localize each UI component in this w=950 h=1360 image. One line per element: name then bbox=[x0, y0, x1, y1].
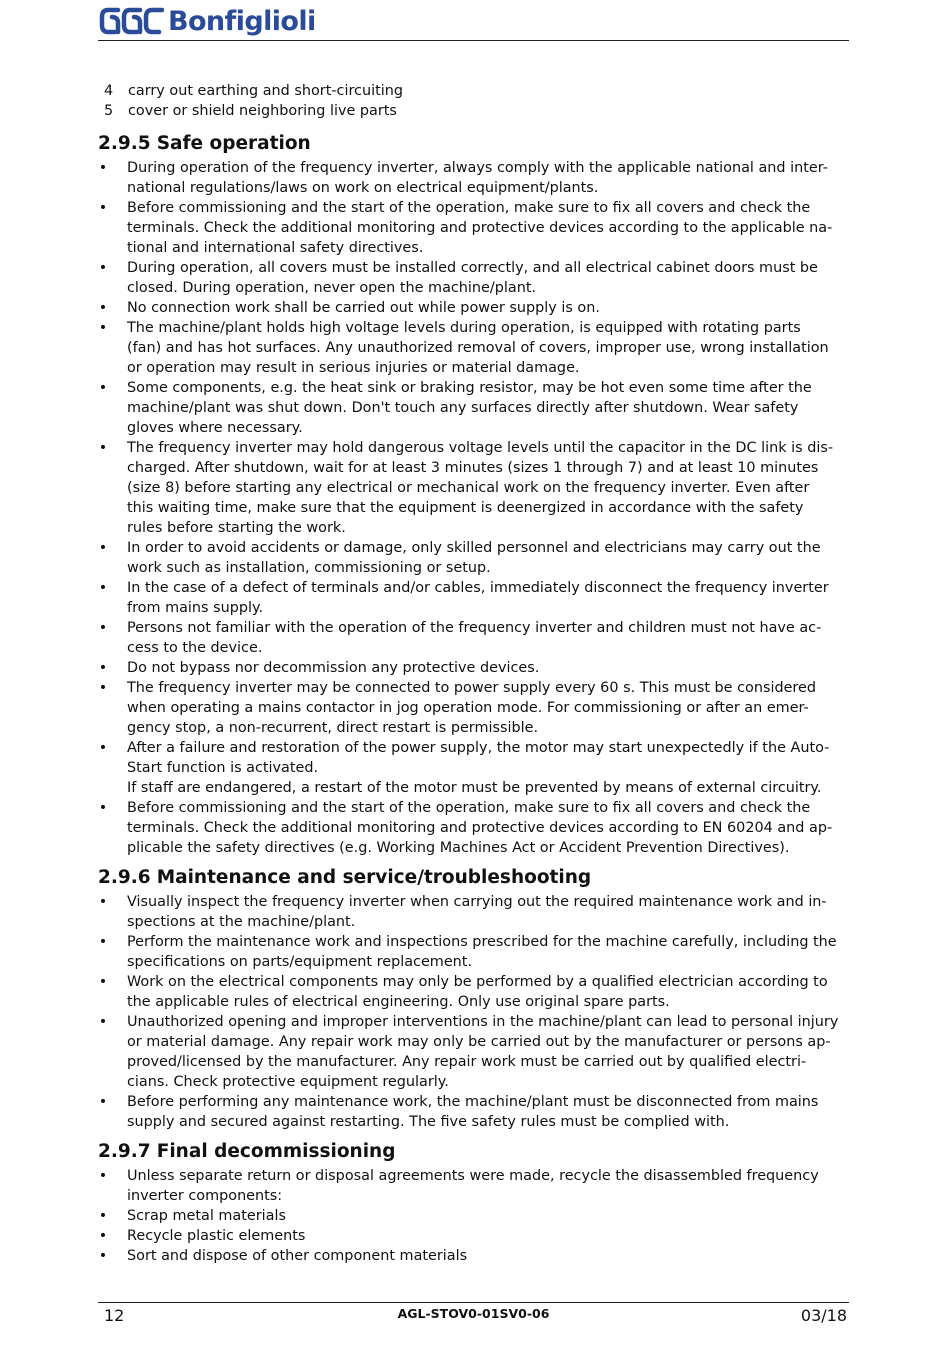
bullet-text: The machine/plant holds high voltage levels during operation, is equipped with rotating parts (fan) and has hot surfaces. Any unauthorized removal of covers, improper use, wrong installation or operation may result in serious injuries or material damage. bbox=[127, 320, 829, 376]
bullet-text: During operation of the frequency inverter, always comply with the applicable national and inter- national regulations/laws on work on electrical equipment/plants. bbox=[127, 160, 828, 196]
brand-logo bbox=[98, 4, 316, 38]
bullet-text: Perform the maintenance work and inspections prescribed for the machine carefully, including the specifications on parts/equipment replacement. bbox=[127, 934, 837, 970]
bullet-dot-icon: • bbox=[98, 934, 108, 950]
bullet-item bbox=[98, 1246, 843, 1266]
bullet-item bbox=[98, 932, 843, 972]
bullet-text: The frequency inverter may be connected to power supply every 60 s. This must be considered when operating a mains contactor in jog operation mode. For commissioning or after an emer- gency stop, a non-recurrent, direct restart is permissible. bbox=[127, 680, 817, 736]
bullet-dot-icon: • bbox=[98, 1228, 108, 1244]
bullet-item bbox=[98, 538, 843, 578]
step-text: cover or shield neighboring live parts bbox=[128, 103, 397, 119]
maintenance-list bbox=[98, 892, 843, 1132]
section-heading-final-decommissioning bbox=[98, 1139, 843, 1165]
bullet-dot-icon: • bbox=[98, 260, 108, 276]
bullet-text: Work on the electrical components may only be performed by a qualified electrician according to the applicable rules of electrical engineering. Only use original spare parts. bbox=[127, 974, 828, 1010]
bullet-text: Visually inspect the frequency inverter when carrying out the required maintenance work and in- spections at the machine/plant. bbox=[127, 894, 827, 930]
bullet-dot-icon: • bbox=[98, 740, 108, 756]
bullet-dot-icon: • bbox=[98, 200, 108, 216]
bullet-dot-icon: • bbox=[98, 1168, 108, 1184]
bullet-dot-icon: • bbox=[98, 1208, 108, 1224]
bullet-item bbox=[98, 198, 843, 258]
bullet-item bbox=[98, 678, 843, 738]
bullet-item bbox=[98, 298, 843, 318]
document-date: 03/18 bbox=[800, 1306, 847, 1325]
bullet-item bbox=[98, 1092, 843, 1132]
bonfiglioli-logo-icon bbox=[98, 4, 164, 38]
numbered-step bbox=[98, 81, 843, 101]
bullet-item bbox=[98, 658, 843, 678]
bullet-dot-icon: • bbox=[98, 620, 108, 636]
bullet-item bbox=[98, 1226, 843, 1246]
bullet-text: Unauthorized opening and improper interventions in the machine/plant can lead to personal injury or material damage. Any repair work may only be carried out by the manufacturer or persons ap- proved/licensed by the manufacturer. Any repair work must be carried out by qualified electri- cians. Check protective equipment regularly. bbox=[127, 1014, 839, 1090]
safe-operation-list bbox=[98, 158, 843, 858]
step-number: 4 bbox=[104, 83, 114, 99]
bullet-dot-icon: • bbox=[98, 894, 108, 910]
bullet-text: Recycle plastic elements bbox=[127, 1228, 306, 1244]
page-content bbox=[98, 81, 843, 1266]
decommissioning-list bbox=[98, 1166, 843, 1266]
bullet-text: The frequency inverter may hold dangerous voltage levels until the capacitor in the DC link is dis- charged. After shutdown, wait for at least 3 minutes (sizes 1 through 7) and at least 10 minutes (size 8) before starting any electrical or mechanical work on the frequency inverter. Even after this waiting time, make sure that the equipment is deenergized in accordance with the safety rules before starting the work. bbox=[127, 440, 834, 536]
bullet-item bbox=[98, 738, 843, 798]
section-title: Final decommissioning bbox=[156, 1141, 396, 1162]
bullet-text: After a failure and restoration of the power supply, the motor may start unexpectedly if the Auto- Start function is activated. If staff are endangered, a restart of the motor must be prevented by means of external circuitry. bbox=[127, 740, 830, 796]
bullet-text: Persons not familiar with the operation of the frequency inverter and children must not have ac- cess to the device. bbox=[127, 620, 822, 656]
bullet-dot-icon: • bbox=[98, 300, 108, 316]
section-number: 2.9.7 bbox=[98, 1141, 151, 1162]
brand-name: Bonfiglioli bbox=[168, 5, 316, 37]
document-id: AGL-STOV0-01SV0-06 bbox=[397, 1306, 550, 1321]
bullet-item bbox=[98, 972, 843, 1012]
section-title: Safe operation bbox=[156, 133, 311, 154]
step-text: carry out earthing and short-circuiting bbox=[128, 83, 403, 99]
section-title: Maintenance and service/troubleshooting bbox=[156, 867, 592, 888]
bullet-item bbox=[98, 1206, 843, 1226]
bullet-item bbox=[98, 892, 843, 932]
bullet-dot-icon: • bbox=[98, 440, 108, 456]
bullet-text: Before performing any maintenance work, the machine/plant must be disconnected from mains supply and secured against restarting. The five safety rules must be complied with. bbox=[127, 1094, 819, 1130]
bullet-dot-icon: • bbox=[98, 160, 108, 176]
bullet-dot-icon: • bbox=[98, 540, 108, 556]
page-number: 12 bbox=[104, 1306, 125, 1325]
bullet-text: No connection work shall be carried out while power supply is on. bbox=[127, 300, 600, 316]
bullet-dot-icon: • bbox=[98, 320, 108, 336]
section-number: 2.9.6 bbox=[98, 867, 151, 888]
bullet-text: Before commissioning and the start of the operation, make sure to fix all covers and check the terminals. Check the additional monitoring and protective devices according to the applicable na- tional and international safety directives. bbox=[127, 200, 833, 256]
bullet-item bbox=[98, 438, 843, 538]
bullet-item bbox=[98, 318, 843, 378]
bullet-dot-icon: • bbox=[98, 380, 108, 396]
numbered-step bbox=[98, 101, 843, 121]
bullet-item bbox=[98, 158, 843, 198]
bullet-text: Do not bypass nor decommission any protective devices. bbox=[127, 660, 540, 676]
section-heading-safe-operation bbox=[98, 131, 843, 157]
bullet-dot-icon: • bbox=[98, 580, 108, 596]
bullet-text: During operation, all covers must be installed correctly, and all electrical cabinet doors must be closed. During operation, never open the machine/plant. bbox=[127, 260, 818, 296]
bullet-dot-icon: • bbox=[98, 974, 108, 990]
bullet-dot-icon: • bbox=[98, 660, 108, 676]
bullet-item bbox=[98, 378, 843, 438]
bullet-text: In the case of a defect of terminals and/or cables, immediately disconnect the frequency inverter from mains supply. bbox=[127, 580, 829, 616]
bullet-item bbox=[98, 578, 843, 618]
section-heading-maintenance bbox=[98, 865, 843, 891]
step-number: 5 bbox=[104, 103, 114, 119]
bullet-text: Before commissioning and the start of the operation, make sure to fix all covers and check the terminals. Check the additional monitoring and protective devices according to EN 60204 and ap- plicable the safety directives (e.g. Working Machines Act or Accident Prevention Directives). bbox=[127, 800, 833, 856]
bullet-text: Scrap metal materials bbox=[127, 1208, 286, 1224]
bullet-dot-icon: • bbox=[98, 800, 108, 816]
bullet-text: In order to avoid accidents or damage, only skilled personnel and electricians may carry out the work such as installation, commissioning or setup. bbox=[127, 540, 821, 576]
bullet-dot-icon: • bbox=[98, 680, 108, 696]
bullet-item bbox=[98, 618, 843, 658]
bullet-dot-icon: • bbox=[98, 1248, 108, 1264]
bullet-item bbox=[98, 1012, 843, 1092]
bullet-dot-icon: • bbox=[98, 1094, 108, 1110]
section-number: 2.9.5 bbox=[98, 133, 151, 154]
numbered-steps bbox=[98, 81, 843, 121]
page-footer bbox=[98, 1302, 849, 1333]
bullet-text: Unless separate return or disposal agreements were made, recycle the disassembled frequency inverter components: bbox=[127, 1168, 819, 1204]
bullet-text: Sort and dispose of other component materials bbox=[127, 1248, 468, 1264]
page-header bbox=[98, 0, 849, 41]
bullet-text: Some components, e.g. the heat sink or braking resistor, may be hot even some time after the machine/plant was shut down. Don't touch any surfaces directly after shutdown. Wear safety gloves where necessary. bbox=[127, 380, 812, 436]
bullet-dot-icon: • bbox=[98, 1014, 108, 1030]
bullet-item bbox=[98, 258, 843, 298]
bullet-item bbox=[98, 798, 843, 858]
bullet-item bbox=[98, 1166, 843, 1206]
